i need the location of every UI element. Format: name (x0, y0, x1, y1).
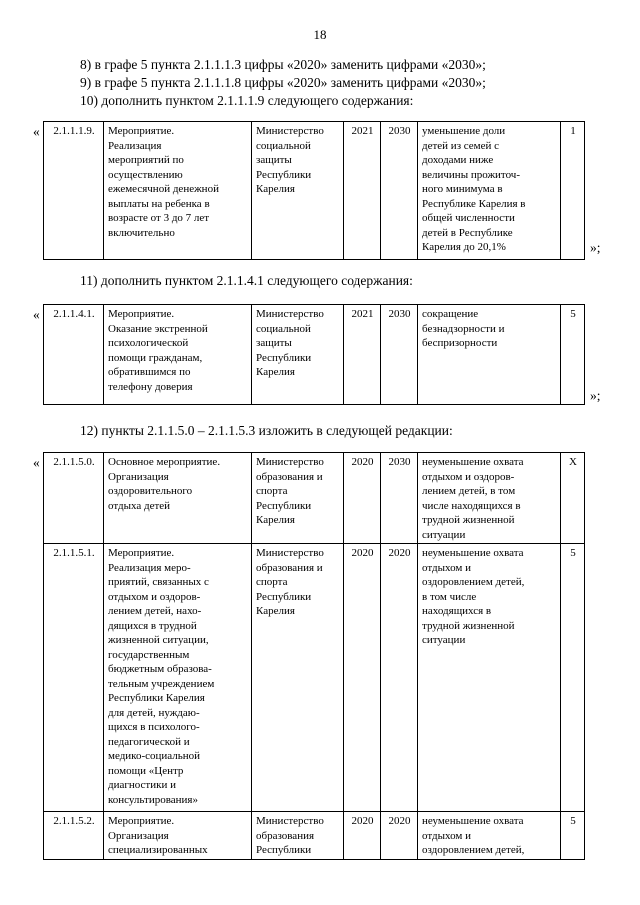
table-row (44, 305, 585, 405)
cell-end-year: 2030 (381, 122, 418, 260)
cell-value: 5 (561, 305, 585, 405)
cell-end-year: 2020 (381, 812, 418, 860)
table-row (44, 544, 585, 812)
cell-value: 5 (561, 812, 585, 860)
cell-value: X (561, 453, 585, 544)
cell-ministry: Министерство социальной защиты Республики Карелия (252, 122, 344, 260)
quote-open-mark: « (33, 307, 40, 322)
cell-number: 2.1.1.5.2. (44, 812, 104, 860)
table-row (44, 812, 585, 860)
cell-end-year: 2030 (381, 305, 418, 405)
cell-indicator: неуменьшение охвата отдыхом и оздоровлением детей, в том числе находящихся в трудной жизненной ситуации (418, 544, 561, 812)
cell-number: 2.1.1.4.1. (44, 305, 104, 405)
paragraph-9: 9) в графе 5 пункта 2.1.1.1.8 цифры «2020» заменить цифрами «2030»; (80, 75, 486, 90)
cell-start-year: 2020 (344, 812, 381, 860)
cell-indicator: сокращение безнадзорности и беспризорности (418, 305, 561, 405)
cell-value: 5 (561, 544, 585, 812)
table-row (44, 453, 585, 544)
cell-value: 1 (561, 122, 585, 260)
quote-open-mark: « (33, 455, 40, 470)
cell-number: 2.1.1.1.9. (44, 122, 104, 260)
paragraph-12: 12) пункты 2.1.1.5.0 – 2.1.1.5.3 изложить в следующей редакции: (80, 423, 453, 438)
cell-event: Мероприятие. Реализация меро- приятий, связанных с отдыхом и оздоров- лением детей, нахо- дящихся в трудной жизненной ситуации, государственным бюджетным образова- тельным учреждением Республики Карелия для детей, нуждаю- щихся в психолого- педагогической и медико-социальной помощи «Центр диагностики и консультирования» (104, 544, 252, 812)
cell-ministry: Министерство образования и спорта Республики Карелия (252, 544, 344, 812)
table-row (44, 122, 585, 260)
quote-close-mark: »; (590, 240, 601, 255)
cell-indicator: неуменьшение охвата отдыхом и оздоров- лением детей, в том числе находящихся в трудной жизненной ситуации (418, 453, 561, 544)
cell-ministry: Министерство образования и спорта Республики Карелия (252, 453, 344, 544)
cell-number: 2.1.1.5.1. (44, 544, 104, 812)
cell-event: Основное мероприятие. Организация оздоровительного отдыха детей (104, 453, 252, 544)
table-points-2-1-1-5 (43, 452, 585, 860)
cell-event: Мероприятие. Организация специализированных (104, 812, 252, 860)
cell-ministry: Министерство образования Республики (252, 812, 344, 860)
cell-ministry: Министерство социальной защиты Республики Карелия (252, 305, 344, 405)
quote-close-mark: »; (590, 388, 601, 403)
table-point-2-1-1-1-9 (43, 121, 585, 260)
cell-number: 2.1.1.5.0. (44, 453, 104, 544)
cell-start-year: 2020 (344, 544, 381, 812)
cell-end-year: 2030 (381, 453, 418, 544)
paragraph-8: 8) в графе 5 пункта 2.1.1.1.3 цифры «2020» заменить цифрами «2030»; (80, 57, 486, 72)
table-point-2-1-1-4-1 (43, 304, 585, 405)
quote-open-mark: « (33, 124, 40, 139)
cell-indicator: неуменьшение охвата отдыхом и оздоровлением детей, (418, 812, 561, 860)
paragraph-11: 11) дополнить пунктом 2.1.1.4.1 следующего содержания: (80, 273, 413, 288)
cell-event: Мероприятие. Реализация мероприятий по осуществлению ежемесячной денежной выплаты на ребенка в возрасте от 3 до 7 лет включительно (104, 122, 252, 260)
cell-start-year: 2020 (344, 453, 381, 544)
cell-indicator: уменьшение доли детей из семей с доходами ниже величины прожиточ- ного минимума в Республике Карелия в общей численности детей в Республике Карелия до 20,1% (418, 122, 561, 260)
page-number: 18 (313, 27, 327, 42)
paragraph-10: 10) дополнить пунктом 2.1.1.1.9 следующего содержания: (80, 93, 414, 108)
cell-event: Мероприятие. Оказание экстренной психологической помощи гражданам, обратившимся по телефону доверия (104, 305, 252, 405)
cell-start-year: 2021 (344, 122, 381, 260)
cell-end-year: 2020 (381, 544, 418, 812)
cell-start-year: 2021 (344, 305, 381, 405)
